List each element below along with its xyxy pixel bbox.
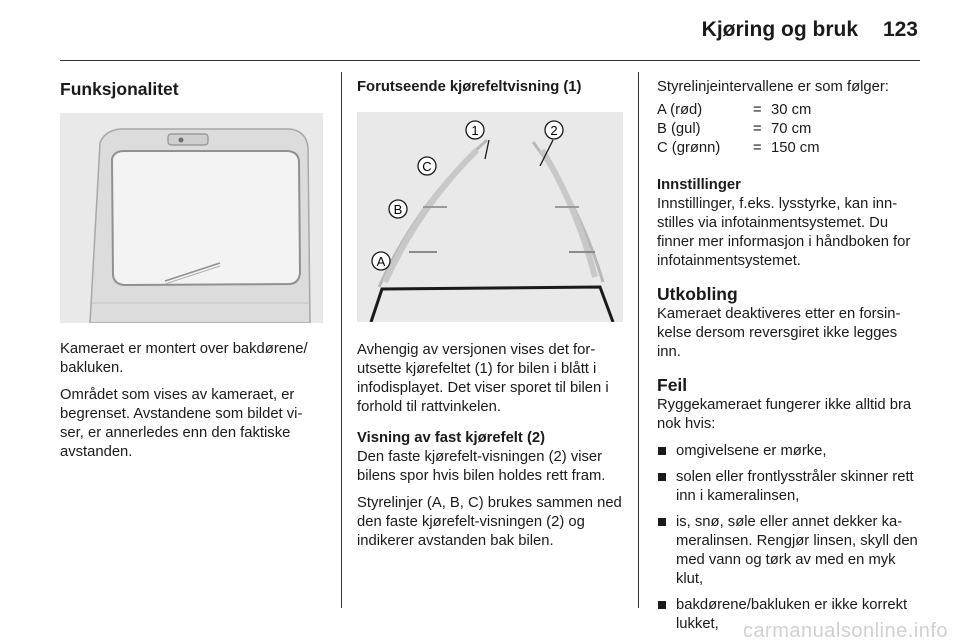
rear-door-svg bbox=[60, 113, 323, 323]
label-2: 2 bbox=[550, 123, 558, 138]
table-row bbox=[657, 139, 820, 158]
watermark: carmanualsonline.info bbox=[742, 620, 948, 642]
guide-lines-svg bbox=[357, 112, 623, 322]
header-title: Kjøring og bruk bbox=[701, 18, 858, 41]
list-item bbox=[657, 513, 921, 589]
list-item bbox=[657, 442, 921, 461]
paragraph-settings: Innstillinger, f.eks. lysstyrke, kan inn- stilles via infotainmentsystemet. Du finner mer informasjon i håndboken for infotainmentsystemet. bbox=[657, 196, 911, 269]
subheading-fixed-lane: Visning av fast kjørefelt (2) bbox=[357, 430, 546, 446]
fault-list bbox=[657, 442, 921, 634]
bullet-square-icon bbox=[658, 473, 666, 481]
list-item-text: solen eller frontlysstråler skinner rett inn i kameralinsen, bbox=[676, 469, 914, 504]
bullet-square-icon bbox=[658, 447, 666, 455]
paragraph-off: Kameraet deaktiveres etter en forsin- kelse dersom reversgiret ikke legges inn. bbox=[657, 306, 901, 360]
guide-lines-illustration bbox=[357, 112, 623, 322]
bullet-square-icon bbox=[658, 518, 666, 526]
header-rule bbox=[60, 60, 920, 61]
interval-label: B (gul) bbox=[657, 121, 701, 137]
list-item-text: omgivelsene er mørke, bbox=[676, 443, 827, 459]
rear-door-camera-illustration bbox=[60, 113, 323, 323]
label-c: C bbox=[422, 159, 432, 174]
interval-value: 70 cm bbox=[771, 121, 812, 137]
interval-value: 30 cm bbox=[771, 102, 812, 118]
interval-value: 150 cm bbox=[771, 140, 820, 156]
list-item-text: bakdørene/bakluken er ikke korrekt lukket, bbox=[676, 597, 908, 632]
interval-table bbox=[657, 101, 820, 158]
table-row bbox=[657, 120, 820, 139]
interval-eq: = bbox=[753, 102, 762, 118]
paragraph-camera-area: Området som vises av kameraet, er begrenset. Avstandene som bildet vi- ser, er annerledes enn den faktiske avstanden. bbox=[60, 387, 303, 460]
list-item-text: is, snø, søle eller annet dekker ka- meralinsen. Rengjør linsen, skyll den med vann og tørk av med en myk klut, bbox=[676, 514, 918, 587]
paragraph-camera-mount: Kameraet er montert over bakdørene/ bakluken. bbox=[60, 341, 308, 376]
column-divider-1 bbox=[341, 72, 342, 608]
heading-settings: Innstillinger bbox=[657, 177, 741, 193]
list-item bbox=[657, 468, 921, 506]
paragraph-predictive-lane: Avhengig av versjonen vises det for- utsette kjørefeltet (1) for bilen i blått i infodisplayet. Det viser sporet til bilen i forhold til rattvinkelen. bbox=[357, 342, 609, 415]
page-number: 123 bbox=[882, 18, 918, 41]
paragraph-fault: Ryggekameraet fungerer ikke alltid bra nok hvis: bbox=[657, 397, 912, 432]
interval-eq: = bbox=[753, 121, 762, 137]
interval-label: A (rød) bbox=[657, 102, 703, 118]
section-heading-funksjonalitet: Funksjonalitet bbox=[60, 79, 179, 99]
column-3 bbox=[657, 72, 921, 641]
table-row bbox=[657, 101, 820, 120]
paragraph-fixed-lane: Den faste kjørefelt-visningen (2) viser bilens spor hvis bilen holdes rett fram. bbox=[357, 449, 606, 484]
column-divider-2 bbox=[638, 72, 639, 608]
heading-off: Utkobling bbox=[657, 284, 738, 304]
interval-label: C (grønn) bbox=[657, 140, 721, 156]
bullet-square-icon bbox=[658, 601, 666, 609]
label-b: B bbox=[393, 202, 403, 217]
interval-eq: = bbox=[753, 140, 762, 156]
section-heading-predictive-lane: Forutseende kjørefeltvisning (1) bbox=[357, 79, 582, 95]
label-a: A bbox=[376, 254, 386, 269]
paragraph-guide-lines: Styrelinjer (A, B, C) brukes sammen ned den faste kjørefelt-visningen (2) og indikerer avstanden bak bilen. bbox=[357, 495, 622, 549]
column-2 bbox=[357, 72, 625, 559]
page-header bbox=[0, 0, 960, 60]
column-1 bbox=[60, 72, 326, 470]
heading-fault: Feil bbox=[657, 375, 688, 395]
label-1: 1 bbox=[471, 123, 479, 138]
paragraph-intervals-intro: Styrelinjeintervallene er som følger: bbox=[657, 79, 889, 95]
